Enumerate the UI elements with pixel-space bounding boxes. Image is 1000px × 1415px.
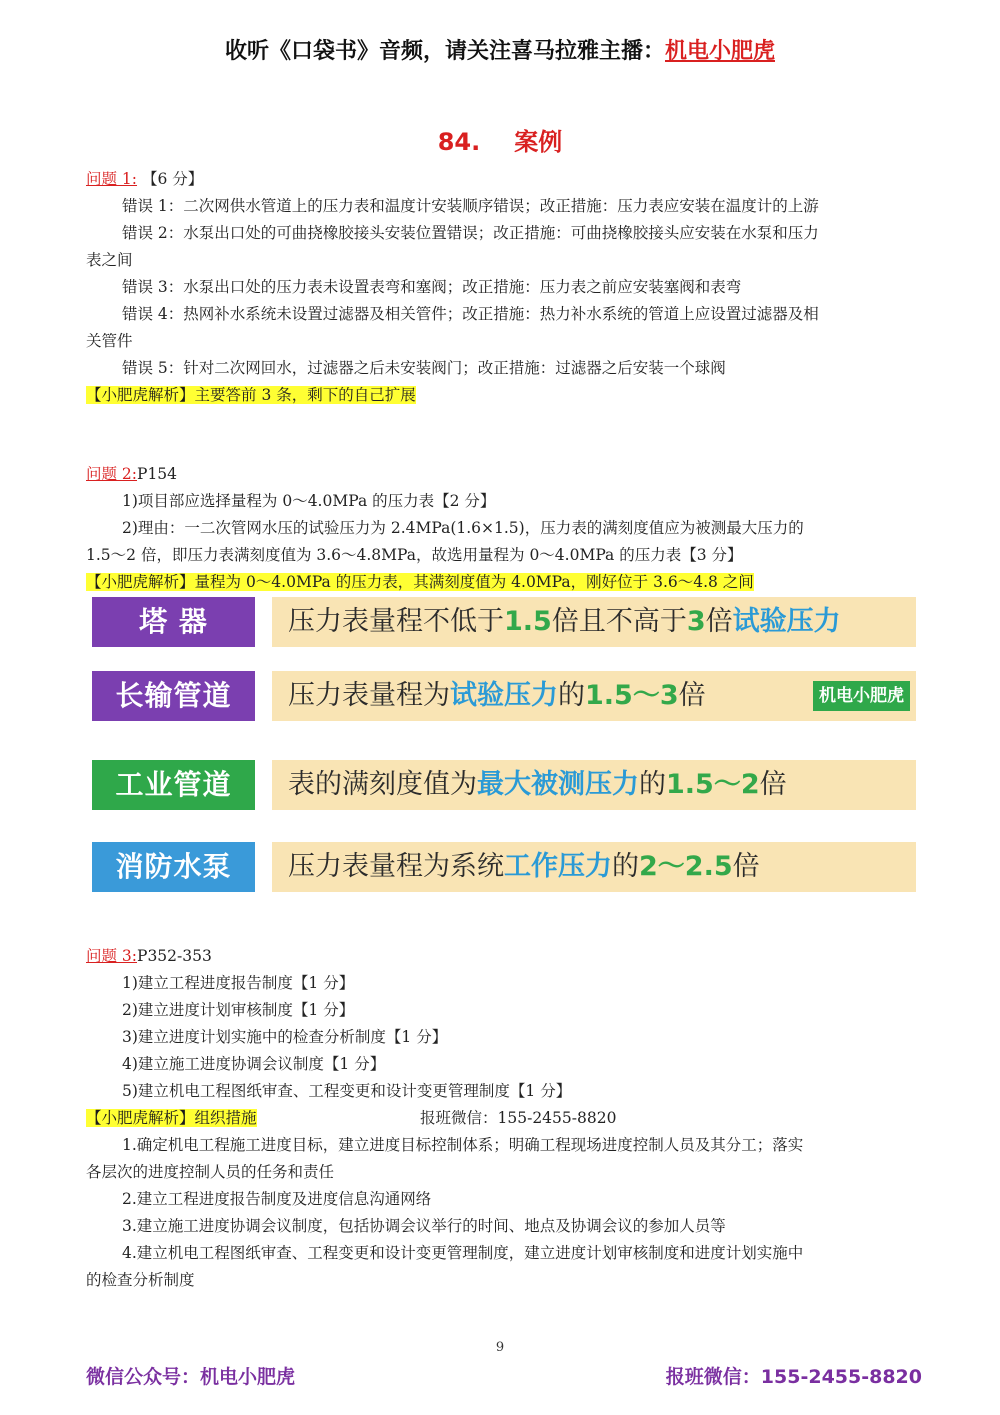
q1-line: 表之间 bbox=[86, 251, 133, 269]
q3-wechat: 报班微信：155-2455-8820 bbox=[420, 1109, 617, 1127]
graphic-text-segment: 的 bbox=[558, 680, 585, 711]
graphic-row-tower bbox=[92, 597, 916, 647]
graphic-text-segment: 2～2.5 bbox=[639, 851, 733, 882]
q3-ref: P352-353 bbox=[137, 947, 212, 965]
q1-line: 错误 3：水泵出口处的压力表未设置表弯和塞阀；改正措施：压力表之前应安装塞阀和表弯 bbox=[122, 278, 742, 296]
graphic-text-segment: 最大被测压力 bbox=[477, 769, 639, 800]
q3-line: 1)建立工程进度报告制度【1 分】 bbox=[122, 974, 355, 992]
graphic-text-segment: 工作压力 bbox=[504, 851, 612, 882]
graphic-text-segment: 压力表量程为 bbox=[288, 680, 450, 711]
graphic-text-segment: 3 bbox=[686, 606, 706, 637]
q1-score: 【6 分】 bbox=[141, 170, 204, 188]
graphic-text-segment: 1.5～2 bbox=[666, 769, 760, 800]
graphic-row-pipeline bbox=[92, 671, 916, 721]
q1-analysis bbox=[86, 382, 416, 409]
page-header bbox=[0, 34, 1000, 65]
q1-line: 错误 2：水泵出口处的可曲挠橡胶接头安装位置错误；改正措施：可曲挠橡胶接头应安装在水泵和压力 bbox=[122, 224, 819, 242]
analysis-tag: 【小肥虎解析】 bbox=[86, 1109, 195, 1127]
graphic-row-text bbox=[272, 760, 916, 810]
q3-line: 4)建立施工进度协调会议制度【1 分】 bbox=[122, 1055, 386, 1073]
q1-heading bbox=[86, 166, 203, 193]
q3-analysis bbox=[86, 1105, 257, 1132]
q3-detail-line: 1.确定机电工程施工进度目标，建立进度目标控制体系；明确工程现场进度控制人员及其分工；落实 bbox=[122, 1136, 804, 1154]
section-number: 84. bbox=[437, 128, 481, 156]
q3-heading bbox=[86, 943, 212, 970]
q3-label: 问题 3: bbox=[86, 947, 138, 965]
graphic-text-segment: 试验压力 bbox=[732, 606, 841, 637]
graphic-text-segment: 倍 bbox=[705, 606, 733, 637]
graphic-text-segment: 压力表量程为系统 bbox=[288, 851, 504, 882]
q2-heading bbox=[86, 461, 177, 488]
page-number: 9 bbox=[495, 1340, 505, 1355]
graphic-text-segment: 倍且不高于 bbox=[551, 606, 687, 637]
analysis-text: 量程为 0～4.0MPa 的压力表，其满刻度值为 4.0MPa，刚好位于 3.6～4.8 之间 bbox=[194, 573, 754, 591]
section-title-text: 案例 bbox=[514, 128, 563, 156]
footer-left: 微信公众号：机电小肥虎 bbox=[86, 1366, 296, 1388]
analysis-tag: 【小肥虎解析】 bbox=[86, 573, 195, 591]
q2-ref: P154 bbox=[137, 465, 178, 483]
graphic-row-label: 长输管道 bbox=[92, 671, 255, 721]
q2-label: 问题 2: bbox=[86, 465, 138, 483]
q1-line: 错误 1：二次网供水管道上的压力表和温度计安装顺序错误；改正措施：压力表应安装在温度计的上游 bbox=[122, 197, 819, 215]
graphic-text-segment: 倍 bbox=[732, 851, 760, 882]
q3-line: 5)建立机电工程图纸审查、工程变更和设计变更管理制度【1 分】 bbox=[122, 1082, 572, 1100]
graphic-text-segment: 1.5 bbox=[504, 606, 552, 637]
q2-line: 1.5～2 倍，即压力表满刻度值为 3.6～4.8MPa，故选用量程为 0～4.0MPa 的压力表【3 分】 bbox=[86, 546, 743, 564]
q1-line: 关管件 bbox=[86, 332, 133, 350]
q3-detail-line: 3.建立施工进度协调会议制度，包括协调会议举行的时间、地点及协调会议的参加人员等 bbox=[122, 1217, 726, 1235]
footer-right: 报班微信：155-2455-8820 bbox=[665, 1366, 922, 1388]
graphic-row-industrial bbox=[92, 760, 916, 810]
q3-detail-line: 4.建立机电工程图纸审查、工程变更和设计变更管理制度，建立进度计划审核制度和进度计划实施中 bbox=[122, 1244, 804, 1262]
q3-line: 2)建立进度计划审核制度【1 分】 bbox=[122, 1001, 355, 1019]
graphic-text-segment: 的 bbox=[639, 769, 666, 800]
analysis-tag: 【小肥虎解析】 bbox=[86, 386, 195, 404]
graphic-row-text bbox=[272, 671, 916, 721]
graphic-text-segment: 倍 bbox=[678, 680, 706, 711]
graphic-text-segment: 表的满刻度值为 bbox=[288, 769, 477, 800]
graphic-row-label: 塔 器 bbox=[92, 597, 255, 647]
header-brand-link[interactable]: 机电小肥虎 bbox=[665, 39, 776, 64]
q2-line: 1)项目部应选择量程为 0～4.0MPa 的压力表【2 分】 bbox=[122, 492, 496, 510]
section-title bbox=[0, 122, 1000, 157]
graphic-row-label: 工业管道 bbox=[92, 760, 255, 810]
q3-detail-line: 的检查分析制度 bbox=[86, 1271, 195, 1289]
graphic-text-segment: 倍 bbox=[759, 769, 787, 800]
graphic-row-text bbox=[272, 597, 916, 647]
graphic-row-label: 消防水泵 bbox=[92, 842, 255, 892]
q1-line: 错误 5：针对二次网回水，过滤器之后未安装阀门；改正措施：过滤器之后安装一个球阀 bbox=[122, 359, 726, 377]
graphic-row-firepump bbox=[92, 842, 916, 892]
graphic-text-segment: 压力表量程不低于 bbox=[288, 606, 504, 637]
q2-line: 2)理由：一二次管网水压的试验压力为 2.4MPa(1.6×1.5)，压力表的满刻度值应为被测最大压力的 bbox=[122, 519, 804, 537]
header-prefix: 收听《口袋书》音频，请关注喜马拉雅主播： bbox=[224, 39, 665, 64]
q1-line: 错误 4：热网补水系统未设置过滤器及相关管件；改正措施：热力补水系统的管道上应设置过滤器及相 bbox=[122, 305, 819, 323]
graphic-text-segment: 的 bbox=[612, 851, 639, 882]
q3-detail-line: 各层次的进度控制人员的任务和责任 bbox=[86, 1163, 335, 1181]
q1-label: 问题 1: bbox=[86, 170, 138, 188]
analysis-text: 组织措施 bbox=[194, 1109, 257, 1127]
q2-analysis bbox=[86, 569, 754, 596]
graphic-row-text bbox=[272, 842, 916, 892]
graphic-text-segment: 1.5～3 bbox=[585, 680, 679, 711]
q3-detail-line: 2.建立工程进度报告制度及进度信息沟通网络 bbox=[122, 1190, 432, 1208]
q3-line: 3)建立进度计划实施中的检查分析制度【1 分】 bbox=[122, 1028, 448, 1046]
analysis-text: 主要答前 3 条，剩下的自己扩展 bbox=[194, 386, 416, 404]
brand-badge: 机电小肥虎 bbox=[813, 681, 910, 711]
graphic-text-segment: 试验压力 bbox=[450, 680, 558, 711]
